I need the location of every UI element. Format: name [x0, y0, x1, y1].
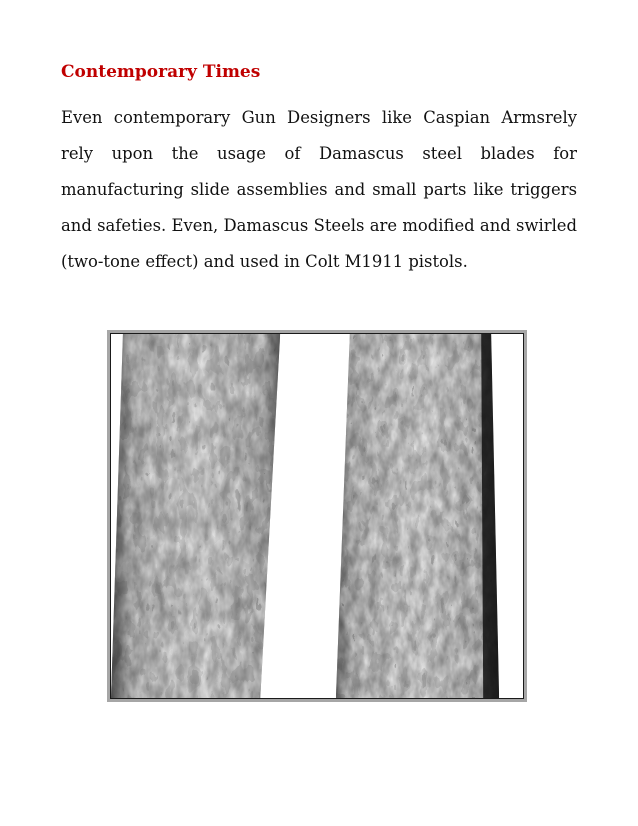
- section-paragraph: Even contemporary Gun Designers like Caspian Armsrely rely upon the usage of Damascus steel blades for manufacturing slide assemblies and small parts like triggers and safeties. Even, Damascus Steels are modified and swirled (two-tone effect) and used in Colt M1911 pistols.: [61, 108, 577, 271]
- damascus-steel-bars-image: [111, 334, 523, 698]
- damascus-steel-figure: [107, 330, 527, 702]
- right-steel-bar: [330, 334, 504, 698]
- damascus-steel-photo: [110, 333, 524, 699]
- section-heading: Contemporary Times: [61, 62, 261, 82]
- left-steel-bar: [111, 334, 285, 698]
